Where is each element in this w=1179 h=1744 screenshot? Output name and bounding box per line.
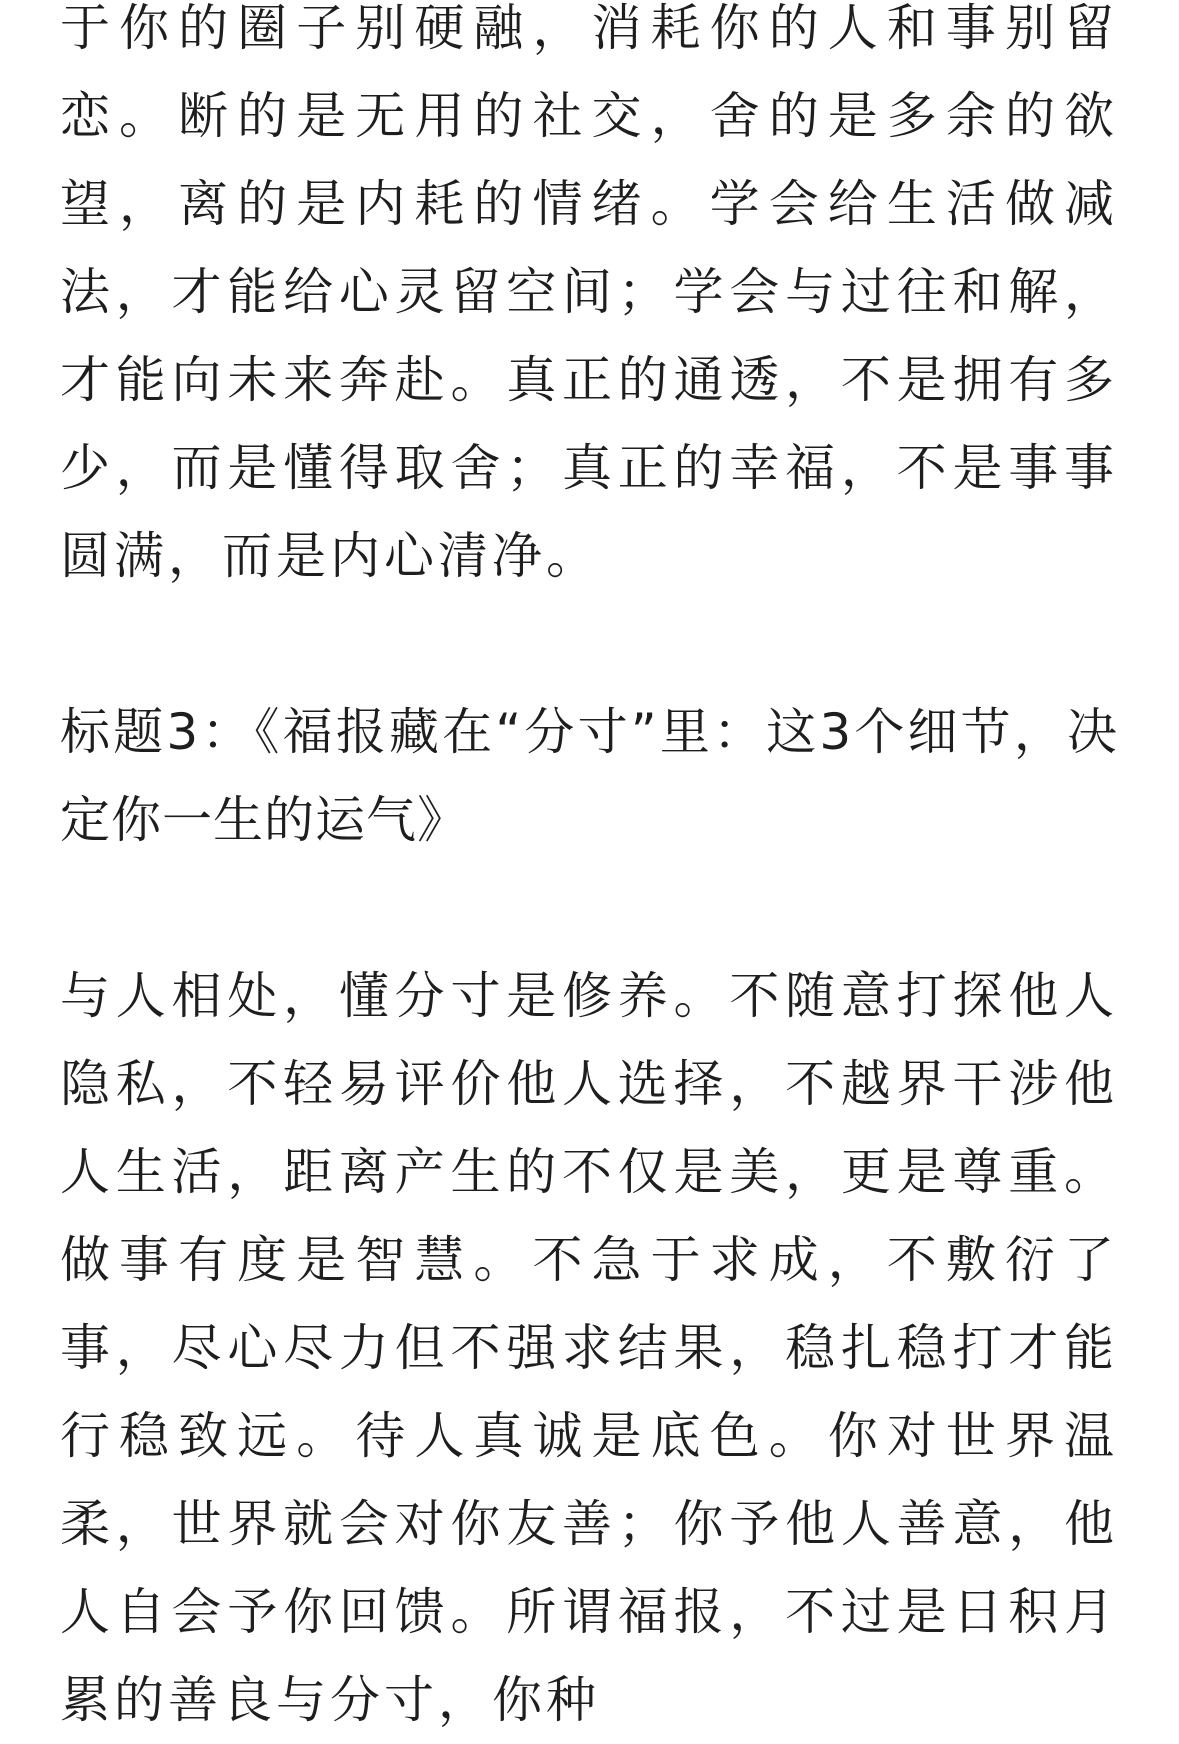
body-paragraph: 与人相处，懂分寸是修养。不随意打探他人隐私，不轻易评价他人选择，不越界干涉他人生活，距离产生的不仅是美，更是尊重。做事有度是智慧。不急于求成，不敷衍了事，尽心尽力但不强求结果，稳扎稳打才能行稳致远。待人真诚是底色。你对世界温柔，世界就会对你友善；你予他人善意，他人自会予你回馈。所谓福报，不过是日积月累的善良与分寸，你种 xyxy=(60,967,1118,1729)
section-heading: 标题3：《福报藏在“分寸”里：这3个细节，决定你一生的运气》 xyxy=(60,703,1118,849)
article-body xyxy=(60,0,1118,1744)
paragraph-spacer xyxy=(60,600,1118,688)
paragraph-spacer xyxy=(60,864,1118,952)
intro-paragraph: 于你的圈子别硬融，消耗你的人和事别留恋。断的是无用的社交，舍的是多余的欲望，离的是内耗的情绪。学会给生活做减法，才能给心灵留空间；学会与过往和解，才能向未来奔赴。真正的通透，不是拥有多少，而是懂得取舍；真正的幸福，不是事事圆满，而是内心清净。 xyxy=(60,0,1118,585)
